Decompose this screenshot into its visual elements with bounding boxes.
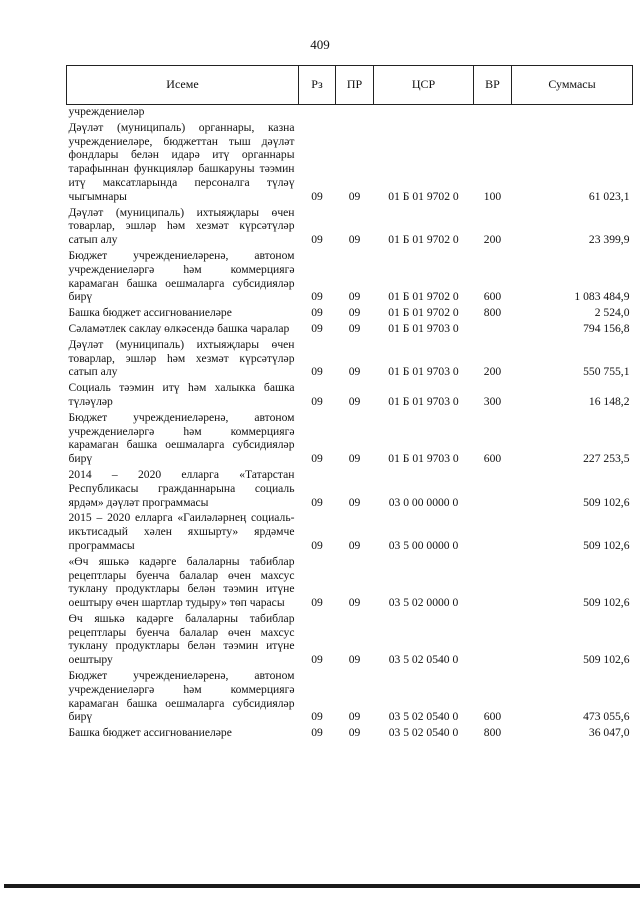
cell-rz: 09 [311,365,323,379]
cell-sum [512,105,633,121]
cell-vr: 800 [483,726,502,740]
cell-vr [474,612,512,669]
cell-csr: 03 0 00 0000 0 [388,495,459,509]
cell-pr: 09 [348,233,361,247]
table-row [67,468,633,511]
cell-csr: 03 5 02 0540 0 [388,726,459,740]
cell-rz: 09 [311,233,323,247]
table-row [67,338,633,381]
cell-csr: 03 5 02 0540 0 [388,710,459,724]
cell-csr: 01 Б 01 9703 0 [388,365,459,379]
table-row [67,105,633,121]
cell-sum: 23 399,9 [588,233,630,247]
cell-name: Социаль тәэмин итү һәм халыкка башка түләүләр [68,381,295,408]
cell-csr: 01 Б 01 9702 0 [388,189,459,203]
cell-csr: 03 5 02 0540 0 [388,653,459,667]
cell-sum: 2 524,0 [594,306,630,320]
table-row [67,555,633,612]
cell-sum: 509 102,6 [583,495,630,509]
cell-rz: 09 [311,321,323,335]
table-row [67,411,633,468]
cell-vr: 200 [483,365,502,379]
cell-pr: 09 [348,538,361,552]
cell-vr [474,511,512,554]
cell-vr: 300 [483,394,502,408]
cell-pr: 09 [348,321,361,335]
cell-pr: 09 [348,189,361,203]
cell-csr: 01 Б 01 9703 0 [388,452,459,466]
cell-vr [474,105,512,121]
cell-pr: 09 [348,653,361,667]
column-header-pr: ПР [336,66,374,105]
cell-vr: 600 [483,452,502,466]
cell-name: Бюджет учреждениеләренә, автоном учреждениеләргә һәм коммерциягә карамаган башка оешмаларга субсидияләр бирү [68,669,295,724]
cell-pr [336,105,374,121]
table-row [67,121,633,206]
column-header-csr: ЦСР [374,66,474,105]
cell-name: Өч яшькә кадәрге балаларны табиблар рецептлары буенча балалар өчен махсус туклану продуктлары белән тәэмин итүне оештыру [68,611,295,667]
cell-name: Бюджет учреждениеләренә, автоном учреждениеләргә һәм коммерциягә карамаган башка оешмаларга субсидияләр бирү [68,410,295,466]
cell-pr: 09 [348,710,361,724]
cell-pr: 09 [348,394,361,408]
cell-rz [299,105,336,121]
cell-sum: 509 102,6 [583,653,630,667]
cell-name: учреждениеләр [68,105,145,118]
table-row [67,206,633,249]
table-row [67,306,633,322]
page-number: 409 [310,37,330,52]
cell-vr: 100 [483,189,502,203]
cell-rz: 09 [311,538,323,552]
cell-rz: 09 [311,290,323,304]
table-row [67,381,633,411]
cell-pr: 09 [348,290,361,304]
cell-rz: 09 [311,596,323,610]
cell-vr: 200 [483,233,502,247]
cell-sum: 1 083 484,9 [574,290,630,304]
cell-name: 2015 – 2020 елларга «Гаиләләрнең социаль-икътисадый хәлен яхшырту» ярдәмче программасы [68,511,295,552]
cell-rz: 09 [311,394,323,408]
cell-name: Дәүләт (муниципаль) органнары, казна учреждениеләре, бюджеттан тыш дәүләт фондлары белән идарә итү органнары тарафыннан функцияләр башкаруны тәэмин итү максатларында персоналга түләү чыгымнары [68,120,295,203]
cell-name: 2014 – 2020 елларга «Татарстан Республикасы гражданнарына социаль ярдәм» дәүләт программасы [68,467,295,509]
cell-pr: 09 [348,365,361,379]
cell-vr [474,555,512,612]
cell-rz: 09 [311,306,323,320]
cell-csr: 01 Б 01 9702 0 [388,306,459,320]
cell-vr [474,322,512,338]
cell-rz: 09 [311,710,323,724]
cell-vr: 800 [483,306,502,320]
cell-rz: 09 [311,189,323,203]
cell-name: Дәүләт (муниципаль) ихтыяҗлары өчен товарлар, эшләр һәм хезмәт күрсәтүләр сатып алу [68,205,295,247]
cell-vr: 600 [483,290,502,304]
table-row [67,612,633,669]
cell-name: Сәламәтлек саклау өлкәсендә башка чаралар [68,321,290,335]
table-row [67,249,633,306]
cell-vr: 600 [483,710,502,724]
cell-sum: 473 055,6 [583,710,630,724]
cell-sum: 794 156,8 [583,321,630,335]
cell-pr: 09 [348,495,361,509]
cell-sum: 227 253,5 [583,452,630,466]
cell-name: «Өч яшькә кадәрге балаларны табиблар рецептлары буенча балалар өчен махсус туклану продуктлары белән тәэмин итүне оештыру өчен шартлар тудыру» төп чарасы [68,554,295,610]
cell-pr: 09 [348,306,361,320]
cell-csr: 01 Б 01 9702 0 [388,233,459,247]
cell-csr: 01 Б 01 9703 0 [388,394,459,408]
cell-sum: 61 023,1 [588,189,630,203]
table-row [67,322,633,338]
table-row [67,669,633,726]
table-body [67,105,633,743]
cell-sum: 36 047,0 [588,726,630,740]
cell-csr: 01 Б 01 9703 0 [388,321,459,335]
column-header-vr: ВР [474,66,512,105]
cell-pr: 09 [348,596,361,610]
cell-rz: 09 [311,726,323,740]
cell-rz: 09 [311,452,323,466]
table-row [67,726,633,742]
cell-csr: 03 5 00 0000 0 [388,538,459,552]
column-header-sum: Суммасы [512,66,633,105]
table-header-row [67,66,633,105]
cell-csr: 03 5 02 0000 0 [388,596,459,610]
column-header-rz: Рз [299,66,336,105]
cell-csr [374,105,474,121]
cell-name: Бюджет учреждениеләренә, автоном учреждениеләргә һәм коммерциягә карамаган башка оешмаларга субсидияләр бирү [68,248,295,304]
cell-vr [474,468,512,511]
cell-name: Башка бюджет ассигнованиеләре [68,726,232,740]
budget-table [66,65,633,742]
cell-name: Дәүләт (муниципаль) ихтыяҗлары өчен товарлар, эшләр һәм хезмәт күрсәтүләр сатып алу [68,337,295,379]
cell-sum: 550 755,1 [583,365,630,379]
cell-pr: 09 [348,452,361,466]
column-header-name: Исеме [67,66,299,105]
cell-sum: 16 148,2 [588,394,630,408]
table-row [67,511,633,554]
cell-sum: 509 102,6 [583,538,630,552]
cell-csr: 01 Б 01 9702 0 [388,290,459,304]
cell-name: Башка бюджет ассигнованиеләре [68,306,232,320]
bottom-rule [4,884,640,888]
cell-sum: 509 102,6 [583,596,630,610]
cell-rz: 09 [311,495,323,509]
cell-pr: 09 [348,726,361,740]
cell-rz: 09 [311,653,323,667]
